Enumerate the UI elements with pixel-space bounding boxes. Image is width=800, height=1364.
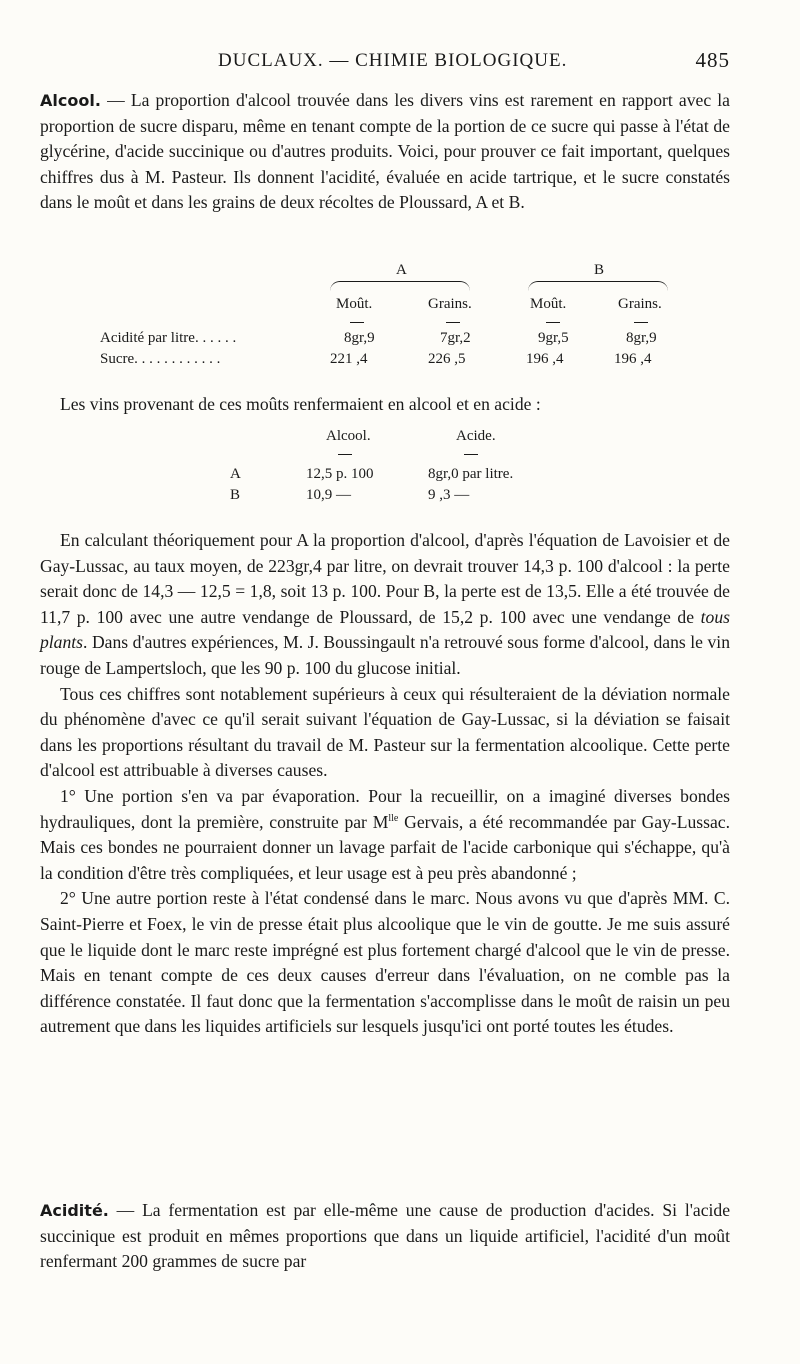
col-header: Grains. xyxy=(618,296,662,312)
italic-tous-plants: tous plants xyxy=(40,606,730,653)
dash xyxy=(338,454,352,455)
dash xyxy=(446,322,460,323)
col-header: Moût. xyxy=(336,296,373,312)
table-cell: 196 ,4 xyxy=(526,351,564,367)
main-text xyxy=(40,528,730,1040)
brace-b xyxy=(528,281,668,296)
table-cell: 7gr,2 xyxy=(440,330,471,346)
paragraph-acidite-text: — La fermentation est par elle-même une cause de production d'acides. Si l'acide succinique est produit en mêmes proportions que dans un liquide artificiel, l'acidité d'un moût renfermant 200 grammes de sucre par xyxy=(40,1200,730,1272)
row-label: B xyxy=(230,487,241,503)
group-header-b: B xyxy=(594,262,605,278)
paragraph-intro-table2: Les vins provenant de ces moûts renfermaient en alcool et en acide : xyxy=(60,394,541,414)
page-number: 485 xyxy=(695,48,730,72)
section-lead-acidite: Acidité. xyxy=(40,1201,109,1220)
table-cell: 8gr,9 xyxy=(626,330,657,346)
dash xyxy=(634,322,648,323)
page-header xyxy=(40,46,730,74)
table-cell: 9 ,3 — xyxy=(428,487,470,503)
group-header-a: A xyxy=(396,262,407,278)
table-cell: 221 ,4 xyxy=(330,351,368,367)
table-cell: 226 ,5 xyxy=(428,351,466,367)
table-cell: 12,5 p. 100 xyxy=(306,466,374,482)
paragraph-cause-1: 1° Une portion s'en va par évaporation. Pour la recueillir, on a imaginé diverses bondes hydrauliques, dont la première, construite par $M^{lle}$ Gervais, a été recommandée par Gay-Lussac. Mais ces bondes ne pourraient donner un lavage parfait de l'acide carbonique qui s'échappe, qu'à la condition d'être très compliquées, et leur usage est à peu près abandonné ; xyxy=(40,785,731,883)
paragraph-alcool xyxy=(40,88,730,216)
dash xyxy=(464,454,478,455)
paragraph-calcul: En calculant théoriquement pour A la proportion d'alcool, d'après l'équation de Lavoisier et de Gay-Lussac, au taux moyen, de 223gr,4 par litre, on devrait trouver 14,3 p. 100 d'alcool : la perte serait donc de 14,3 — 12,5 = 1,8, soit 13 p. 100. Pour B, la perte est de 13,5. Elle a été trouvée de 11,7 p. 100 avec une autre vendange de Ploussard, de 15,2 p. 100 avec une vendange de tous plants. Dans d'autres expériences, M. J. Boussingault n'a retrouvé sous forme d'alcool, dans le vin rouge de Lampertsloch, que les 90 p. 100 du glucose initial. xyxy=(40,530,730,678)
row-label: A xyxy=(230,466,241,482)
table-cell: 9gr,5 xyxy=(538,330,569,346)
dash xyxy=(350,322,364,323)
paragraph-alcool-text: — La proportion d'alcool trouvée dans les divers vins est rarement en rapport avec la proportion de sucre disparu, même en tenant compte de la portion de ce sucre qui passe à l'état de glycérine, d'acide succinique ou d'autres produits. Voici, pour prouver ce fait important, quelques chiffres dus à M. Pasteur. Ils donnent l'acidité, évaluée en acide tartrique, et le sucre constatés dans le moût et dans les grains de deux récoltes de Ploussard, A et B. xyxy=(40,90,730,213)
col-header: Alcool. xyxy=(326,428,371,444)
paragraph-tous-ces-chiffres: Tous ces chiffres sont notablement supérieurs à ceux qui résulteraient de la déviation normale du phénomène d'avec ce qu'il serait suivant l'équation de Gay-Lussac, si la déviation se faisait dans les proportions résultant du travail de M. Pasteur sur la fermentation alcoolique. Cette perte d'alcool est attribuable à diverses causes. xyxy=(40,683,730,781)
paragraph-cause-2: 2° Une autre portion reste à l'état condensé dans le marc. Nous avons vu que d'après MM. C. Saint-Pierre et Foex, le vin de presse était plus alcoolique que le vin de goutte. Je me suis assuré que le liquide dont le marc reste imprégné est plus fortement chargé d'alcool que le vin de presse. Mais en tenant compte de ces deux causes d'erreur dans l'évaluation, on ne comble pas la différence constatée. Il faut donc que la fermentation s'accomplisse dans le moût de raisin un peu autrement que dans les liquides artificiels sur lesquels jusqu'ici ont porté toutes les études. xyxy=(40,888,730,1037)
col-header: Moût. xyxy=(530,296,567,312)
table-cell: 8gr,0 par litre. xyxy=(428,466,514,482)
row-label: Sucre. . . . . . . . . . . . xyxy=(100,351,221,367)
running-title: DUCLAUX. — CHIMIE BIOLOGIQUE. xyxy=(218,50,568,71)
table-cell: 196 ,4 xyxy=(614,351,652,367)
table-cell: 8gr,9 xyxy=(344,330,375,346)
paragraph-acidite xyxy=(40,1198,730,1275)
table-acidite-sucre xyxy=(0,262,800,372)
col-header: Grains. xyxy=(428,296,472,312)
dash xyxy=(546,322,560,323)
table-alcool-acide xyxy=(0,428,800,508)
section-lead-alcool: Alcool. xyxy=(40,91,101,110)
row-label: Acidité par litre. . . . . . xyxy=(100,330,237,346)
col-header: Acide. xyxy=(456,428,496,444)
table-cell: 10,9 — xyxy=(306,487,351,503)
brace-a xyxy=(330,281,470,296)
